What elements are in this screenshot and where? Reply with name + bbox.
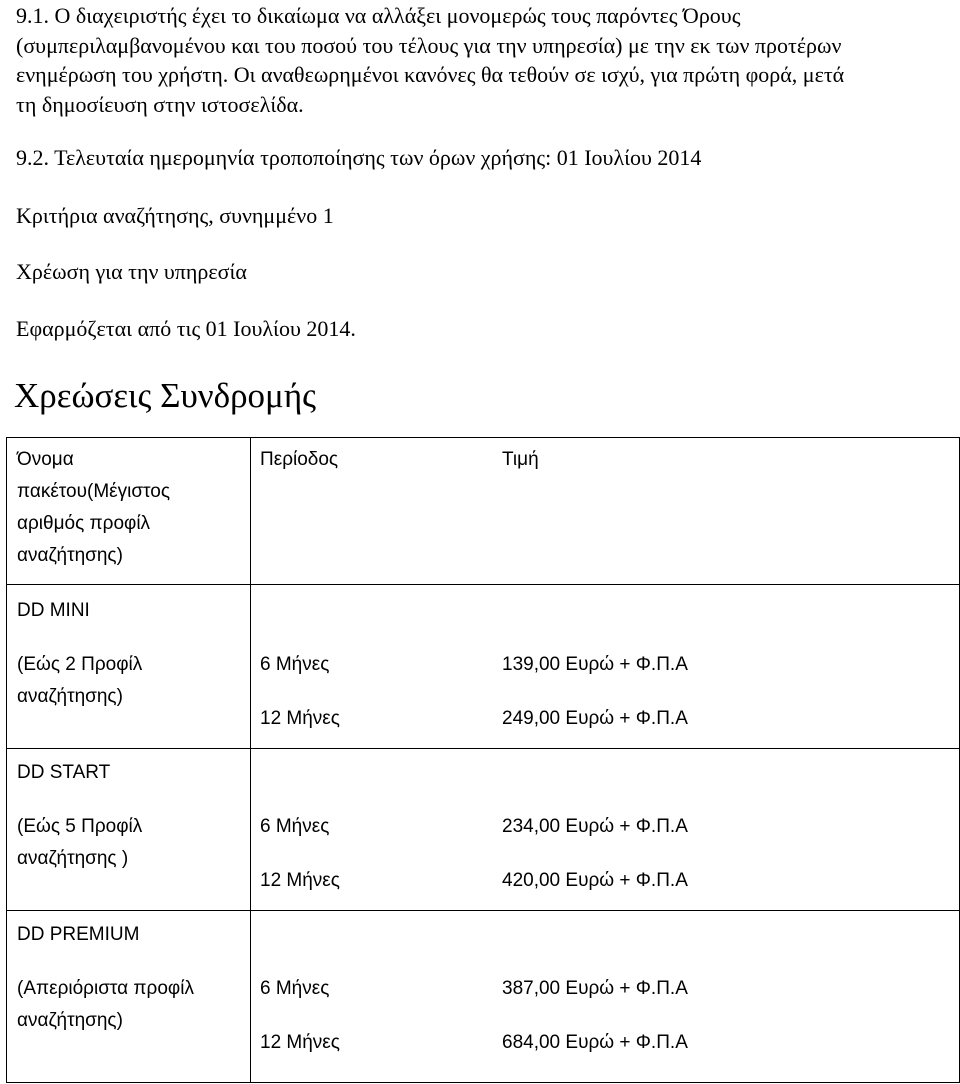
price-cell: 684,00 Ευρώ + Φ.Π.Α [502, 1032, 688, 1053]
package-desc-line-1: (Εώς 2 Προφίλ [17, 654, 143, 675]
criteria-attachment-text: Κριτήρια αναζήτησης, συνημμένο 1 [16, 203, 334, 228]
period-cell: 12 Μήνες [260, 708, 340, 729]
package-desc-line-2: αναζήτησης) [17, 1010, 123, 1031]
price-cell: 234,00 Ευρώ + Φ.Π.Α [502, 816, 688, 837]
package-desc-line-1: (Απεριόριστα προφίλ [17, 978, 194, 999]
service-charge-text: Χρέωση για την υπηρεσία [16, 259, 247, 284]
column-divider [250, 438, 251, 1082]
paragraph-9-1-line-1: 9.1. Ο διαχειριστής έχει το δικαίωμα να αλλάξει μονομερώς τους παρόντες Όρους [16, 3, 741, 28]
package-desc-line-2: αναζήτησης) [17, 686, 123, 707]
period-cell: 6 Μήνες [260, 978, 330, 999]
paragraph-9-1-line-4: τη δημοσίευση στην ιστοσελίδα. [16, 92, 304, 117]
package-name-dd-mini: DD MINI [17, 600, 90, 621]
package-name-dd-start: DD START [17, 762, 111, 783]
price-cell: 387,00 Ευρώ + Φ.Π.Α [502, 978, 688, 999]
header-price: Τιμή [502, 449, 539, 470]
price-cell: 420,00 Ευρώ + Φ.Π.Α [502, 870, 688, 891]
row-divider [7, 748, 959, 749]
row-divider [7, 910, 959, 911]
paragraph-9-1-line-2: (συμπεριλαμβανομένου και του ποσού του τέλους για την υπηρεσία) με την εκ των προτέρων [16, 33, 842, 58]
paragraph-9-1-line-3: ενημέρωση του χρήστη. Οι αναθεωρημένοι κανόνες θα τεθούν σε ισχύ, για πρώτη φορά, μετά [16, 62, 845, 87]
period-cell: 6 Μήνες [260, 654, 330, 675]
package-name-dd-premium: DD PREMIUM [17, 924, 140, 945]
price-cell: 139,00 Ευρώ + Φ.Π.Α [502, 654, 688, 675]
effective-date-text: Εφαρμόζεται από τις 01 Ιουλίου 2014. [16, 316, 356, 341]
pricing-table [6, 437, 960, 1083]
header-package-name-line-4: αναζήτησης) [17, 545, 123, 566]
header-package-name-line-2: πακέτου(Μέγιστος [17, 481, 171, 502]
header-package-name-line-3: αριθμός προφίλ [17, 513, 151, 534]
period-cell: 12 Μήνες [260, 1032, 340, 1053]
row-divider [7, 584, 959, 585]
subscription-charges-heading: Χρεώσεις Συνδρομής [14, 376, 316, 415]
package-desc-line-1: (Εώς 5 Προφίλ [17, 816, 143, 837]
period-cell: 12 Μήνες [260, 870, 340, 891]
package-desc-line-2: αναζήτησης ) [17, 848, 129, 869]
paragraph-9-2: 9.2. Τελευταία ημερομηνία τροποποίησης των όρων χρήσης: 01 Ιουλίου 2014 [16, 145, 702, 170]
price-cell: 249,00 Ευρώ + Φ.Π.Α [502, 708, 688, 729]
period-cell: 6 Μήνες [260, 816, 330, 837]
header-period: Περίοδος [260, 449, 339, 470]
header-package-name-line-1: Όνομα [17, 449, 74, 470]
